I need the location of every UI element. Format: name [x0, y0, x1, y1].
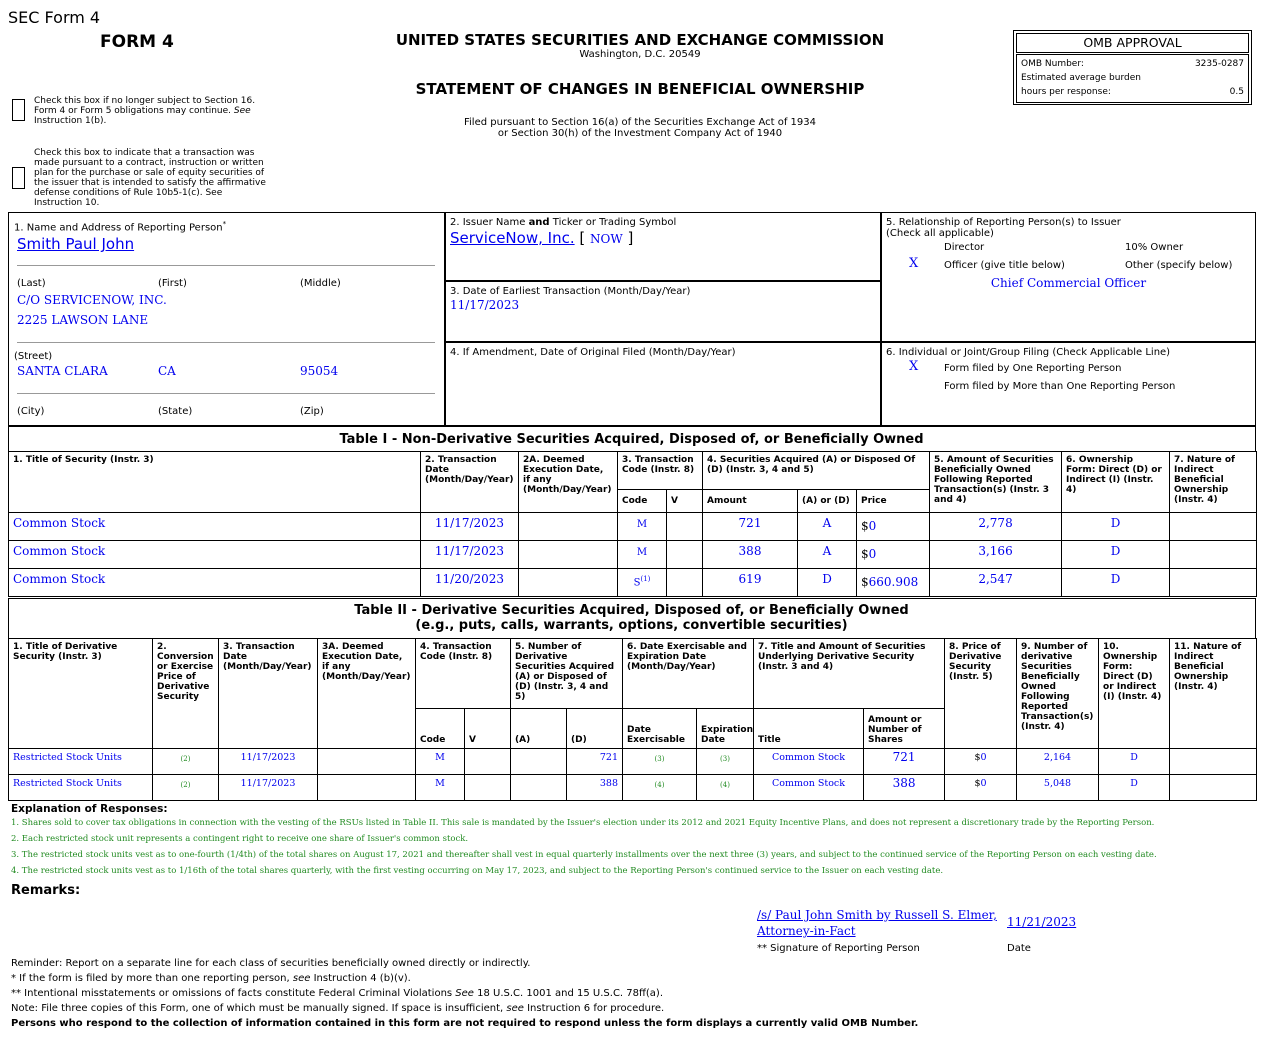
rule10b5-line: the issuer that is intended to satisfy the affirmative — [34, 178, 266, 188]
footnote-ref[interactable]: (1) — [640, 575, 651, 583]
amendment-box — [444, 341, 882, 426]
table-row — [9, 749, 1257, 775]
date-label: Date — [1007, 943, 1031, 954]
disposed-cell: 721 — [567, 749, 623, 775]
footer-line-4a: Note: File three copies of this Form, one of which must be manually signed. If space is insufficient, — [11, 1003, 507, 1014]
transaction-date: 11/17/2023 — [219, 775, 318, 801]
acquired-disposed: A — [798, 513, 857, 541]
ownership-form: D — [1062, 569, 1170, 597]
v-cell — [465, 749, 511, 775]
bracket-close: ] — [627, 229, 634, 247]
issuer-line — [450, 229, 633, 247]
t2-sub-code: Code — [416, 709, 465, 749]
t1-sub-code: Code — [618, 490, 667, 513]
underlying-title: Common Stock — [754, 749, 864, 775]
deemed-date — [519, 513, 618, 541]
transaction-date: 11/17/2023 — [219, 749, 318, 775]
date-exercisable-footnote[interactable]: (3) — [623, 749, 697, 775]
security-title: Common Stock — [9, 513, 421, 541]
relationship-box — [880, 212, 1256, 343]
section16-line-2 — [34, 106, 274, 116]
t2-sub-exercisable: Date Exercisable — [623, 709, 697, 749]
ownership-form: D — [1099, 775, 1170, 801]
explanation-note-3: 3. The restricted stock units vest as to one-fourth (1/4th) of the total shares on August 17, 2021 and thereafter shall vest in equal quarterly installments over the next three (3) years, and subject to the continued service of the Reporting Person on each vesting date. — [11, 850, 1157, 860]
conversion-price-footnote[interactable]: (2) — [153, 775, 219, 801]
disposed-cell: 388 — [567, 775, 623, 801]
table1-title-box — [8, 426, 1256, 452]
nature-of-ownership — [1170, 541, 1257, 569]
code-value: M — [636, 519, 648, 530]
omb-burden-value: 0.5 — [1229, 87, 1244, 97]
ownership-form: D — [1062, 541, 1170, 569]
earliest-transaction-date: 11/17/2023 — [450, 298, 520, 312]
other-label: Other (specify below) — [1125, 260, 1233, 271]
remarks-title: Remarks: — [11, 883, 81, 898]
explanation-note-4: 4. The restricted stock units vest as to 1/16th of the total shares quarterly, with the first vesting occurring on May 17, 2023, and subject to the Reporting Person's continued service to the Issuer on each vesting date. — [11, 866, 944, 876]
rule10b5-line: Instruction 10. — [34, 198, 100, 208]
footer-line-3a: ** Intentional misstatements or omissions of facts constitute Federal Criminal Violations — [11, 988, 456, 999]
footer-line-2a: * If the form is filed by more than one reporting person, — [11, 973, 293, 984]
officer-title: Chief Commercial Officer — [990, 276, 1147, 290]
box2-label-and: and — [528, 217, 550, 228]
v-cell — [667, 541, 703, 569]
filing-option-one: Form filed by One Reporting Person — [944, 363, 1122, 374]
signature-label: ** Signature of Reporting Person — [757, 943, 920, 954]
t1-sub-amount: Amount — [703, 490, 798, 513]
footer-line-3b: 18 U.S.C. 1001 and 15 U.S.C. 78ff(a). — [473, 988, 664, 999]
t2-h3a: 3A. Deemed Execution Date, if any (Month/Day/Year) — [318, 639, 416, 749]
ownership-form: D — [1062, 513, 1170, 541]
box3-label: 3. Date of Earliest Transaction (Month/Day/Year) — [450, 286, 691, 297]
table1-non-derivative — [8, 451, 1257, 597]
price-value: 0 — [868, 547, 877, 561]
box1-asterisk: * — [222, 220, 227, 228]
price — [857, 569, 930, 597]
officer-check-mark: X — [909, 256, 919, 271]
acquired-cell — [511, 749, 567, 775]
issuer-box — [444, 212, 882, 282]
t1-sub-v: V — [667, 490, 703, 513]
omb-details — [1016, 54, 1249, 103]
ownership-form: D — [1099, 749, 1170, 775]
amount-owned: 3,166 — [930, 541, 1062, 569]
city-value: SANTA CLARA — [17, 364, 108, 378]
rule10b5-line: Check this box to indicate that a transaction was — [34, 148, 255, 158]
address-line-1: C/O SERVICENOW, INC. — [17, 293, 167, 307]
t1-h4: 4. Securities Acquired (A) or Disposed Of (D) (Instr. 3, 4 and 5) — [703, 452, 930, 490]
divider — [17, 342, 435, 343]
ten-pct-owner-label: 10% Owner — [1125, 242, 1184, 253]
derivative-price — [945, 775, 1017, 801]
state-value: CA — [158, 364, 176, 378]
derivative-price — [945, 749, 1017, 775]
explanation-note-1: 1. Shares sold to cover tax obligations in connection with the vesting of the RSUs listed in Table II. This sale is mandated by the Issuer's election under its 2012 and 2021 Equity Incentive Plans, and does not represent a discretionary trade by the Reporting Person. — [11, 818, 1155, 828]
price-value: 0 — [980, 752, 987, 763]
t2-h11: 11. Nature of Indirect Beneficial Ownership (Instr. 4) — [1170, 639, 1257, 749]
box6-label: 6. Individual or Joint/Group Filing (Check Applicable Line) — [886, 347, 1171, 358]
t2-h9: 9. Number of derivative Securities Beneficially Owned Following Reported Transaction(s) (Instr. 4) — [1017, 639, 1099, 749]
agency-location: Washington, D.C. 20549 — [579, 49, 701, 60]
divider — [17, 393, 435, 394]
table2-derivative — [8, 638, 1257, 801]
box5-label-2: (Check all applicable) — [886, 228, 994, 239]
filed-pursuant-2: or Section 30(h) of the Investment Company Act of 1940 — [497, 128, 783, 139]
footer-line-2b: Instruction 4 (b)(v). — [310, 973, 411, 984]
price-value: 0 — [980, 778, 987, 789]
omb-number-value: 3235-0287 — [1194, 59, 1244, 69]
table-row — [9, 775, 1257, 801]
rule10b5-checkbox[interactable] — [12, 167, 25, 189]
t2-sub-d: (D) — [567, 709, 623, 749]
amount-owned: 2,547 — [930, 569, 1062, 597]
zip-label: (Zip) — [300, 406, 324, 417]
v-cell — [667, 569, 703, 597]
officer-label: Officer (give title below) — [944, 260, 1065, 271]
signature-date[interactable]: 11/21/2023 — [1007, 915, 1077, 929]
nature-of-ownership — [1170, 513, 1257, 541]
amount: 721 — [703, 513, 798, 541]
v-cell — [667, 513, 703, 541]
section16-line-3: Instruction 1(b). — [34, 116, 107, 126]
t2-sub-a: (A) — [511, 709, 567, 749]
date-exercisable-footnote[interactable]: (4) — [623, 775, 697, 801]
t2-h4: 4. Transaction Code (Instr. 8) — [416, 639, 511, 709]
earliest-transaction-box — [444, 280, 882, 343]
security-title: Common Stock — [9, 569, 421, 597]
filing-check-mark: X — [909, 359, 919, 374]
reporting-person-box — [8, 212, 446, 426]
footer-line-2-see: see — [292, 973, 311, 984]
nature-of-ownership — [1170, 569, 1257, 597]
transaction-code — [618, 513, 667, 541]
underlying-title: Common Stock — [754, 775, 864, 801]
reporting-person-name-link[interactable]: Smith Paul John — [17, 235, 135, 253]
price — [857, 541, 930, 569]
t2-sub-v: V — [465, 709, 511, 749]
table-row — [9, 541, 1257, 569]
transaction-date: 11/20/2023 — [421, 569, 519, 597]
t2-sub-amount: Amount or Number of Shares — [864, 709, 945, 749]
omb-burden-label-1: Estimated average burden — [1021, 73, 1141, 83]
table-row — [9, 569, 1257, 597]
footer-reminder: Reminder: Report on a separate line for each class of securities beneficially owned directly or indirectly. — [11, 958, 531, 969]
deemed-date — [318, 749, 416, 775]
price-value: 660.908 — [868, 575, 919, 589]
t1-h1: 1. Title of Security (Instr. 3) — [9, 452, 421, 513]
t2-h3: 3. Transaction Date (Month/Day/Year) — [219, 639, 318, 749]
v-cell — [465, 775, 511, 801]
price-symbol: $ — [861, 519, 869, 533]
footer-line-2 — [11, 973, 411, 984]
price-symbol: $ — [861, 575, 869, 589]
table2-title-1: Table II - Derivative Securities Acquired, Disposed of, or Beneficially Owned — [354, 603, 909, 618]
explanation-title: Explanation of Responses: — [11, 803, 168, 815]
box2-label-b: Ticker or Trading Symbol — [549, 217, 677, 228]
amount: 619 — [703, 569, 798, 597]
issuer-name-link[interactable]: ServiceNow, Inc. — [450, 229, 575, 247]
t1-h7: 7. Nature of Indirect Beneficial Ownership (Instr. 4) — [1170, 452, 1257, 513]
nature-of-ownership — [1170, 775, 1257, 801]
rule10b5-line: plan for the purchase or sale of equity securities of — [34, 168, 265, 178]
acquired-disposed: D — [798, 569, 857, 597]
footer-line-4b: Instruction 6 for procedure. — [523, 1003, 665, 1014]
t1-h6: 6. Ownership Form: Direct (D) or Indirect (I) (Instr. 4) — [1062, 452, 1170, 513]
signature-line-2[interactable]: Attorney-in-Fact — [757, 924, 856, 938]
transaction-code — [618, 541, 667, 569]
filing-option-multiple: Form filed by More than One Reporting Person — [944, 381, 1176, 392]
transaction-date: 11/17/2023 — [421, 513, 519, 541]
rule10b5-line: made pursuant to a contract, instruction or written — [34, 158, 264, 168]
price-value: 0 — [868, 519, 877, 533]
form-name: FORM 4 — [100, 32, 174, 52]
first-label: (First) — [158, 278, 187, 289]
derivative-title: Restricted Stock Units — [9, 749, 153, 775]
t2-h2: 2. Conversion or Exercise Price of Derivative Security — [153, 639, 219, 749]
statement-title: STATEMENT OF CHANGES IN BENEFICIAL OWNERSHIP — [415, 80, 865, 98]
t2-h6: 6. Date Exercisable and Expiration Date (Month/Day/Year) — [623, 639, 754, 709]
deemed-date — [519, 541, 618, 569]
underlying-amount: 721 — [864, 749, 945, 775]
section16-checkbox[interactable] — [12, 99, 25, 121]
t2-h5: 5. Number of Derivative Securities Acquired (A) or Disposed of (D) (Instr. 3, 4 and 5) — [511, 639, 623, 709]
section16-text — [34, 96, 274, 126]
agency-name: UNITED STATES SECURITIES AND EXCHANGE COMMISSION — [395, 31, 885, 49]
amount: 388 — [703, 541, 798, 569]
box1-label — [14, 220, 226, 233]
browser-title: SEC Form 4 — [8, 8, 101, 27]
transaction-code — [618, 569, 667, 597]
transaction-code: M — [416, 749, 465, 775]
derivatives-owned: 5,048 — [1017, 775, 1099, 801]
zip-value: 95054 — [300, 364, 339, 378]
state-label: (State) — [158, 406, 193, 417]
rule10b5-text — [34, 148, 274, 208]
amount-owned: 2,778 — [930, 513, 1062, 541]
box2-label-a: 2. Issuer Name — [450, 217, 529, 228]
price — [857, 513, 930, 541]
conversion-price-footnote[interactable]: (2) — [153, 749, 219, 775]
code-value: M — [636, 547, 648, 558]
last-label: (Last) — [17, 278, 46, 289]
underlying-amount: 388 — [864, 775, 945, 801]
t2-h8: 8. Price of Derivative Security (Instr. 5) — [945, 639, 1017, 749]
t2-sub-expiration: Expiration Date — [697, 709, 754, 749]
t1-sub-price: Price — [857, 490, 930, 513]
expiration-date-footnote[interactable]: (3) — [697, 749, 754, 775]
t1-sub-ad: (A) or (D) — [798, 490, 857, 513]
filed-pursuant-1: Filed pursuant to Section 16(a) of the Securities Exchange Act of 1934 — [464, 117, 816, 128]
middle-label: (Middle) — [300, 278, 341, 289]
t2-h1: 1. Title of Derivative Security (Instr. 3) — [9, 639, 153, 749]
city-label: (City) — [17, 406, 45, 417]
transaction-date: 11/17/2023 — [421, 541, 519, 569]
footer-line-3-see: See — [455, 988, 474, 999]
footer-line-4-see: see — [506, 1003, 524, 1014]
table1-title: Table I - Non-Derivative Securities Acquired, Disposed of, or Beneficially Owned — [339, 432, 924, 447]
t1-h3: 3. Transaction Code (Instr. 8) — [618, 452, 703, 490]
t1-h2: 2. Transaction Date (Month/Day/Year) — [421, 452, 519, 513]
signature-block — [757, 907, 997, 939]
table-row — [9, 513, 1257, 541]
omb-title: OMB APPROVAL — [1016, 33, 1249, 53]
t2-h7: 7. Title and Amount of Securities Underlying Derivative Security (Instr. 3 and 4) — [754, 639, 945, 709]
omb-burden-label-2: hours per response: — [1021, 87, 1111, 97]
address-line-2: 2225 LAWSON LANE — [17, 313, 149, 327]
deemed-date — [519, 569, 618, 597]
box5-label-1: 5. Relationship of Reporting Person(s) to Issuer — [886, 217, 1121, 228]
divider — [17, 265, 435, 266]
price-symbol: $ — [974, 752, 981, 763]
price-symbol: $ — [861, 547, 869, 561]
explanation-note-2: 2. Each restricted stock unit represents a contingent right to receive one share of Issuer's common stock. — [11, 834, 469, 844]
t1-h5: 5. Amount of Securities Beneficially Owned Following Reported Transaction(s) (Instr. 3 and 4) — [930, 452, 1062, 513]
filing-type-box — [880, 341, 1256, 426]
ticker-symbol: NOW — [590, 232, 623, 246]
code-value: S — [633, 577, 641, 589]
deemed-date — [318, 775, 416, 801]
signature-line-1[interactable]: /s/ Paul John Smith by Russell S. Elmer, — [757, 908, 997, 922]
omb-approval-box — [1013, 30, 1252, 105]
table2-title-2: (e.g., puts, calls, warrants, options, convertible securities) — [415, 618, 848, 633]
bracket-open: [ — [579, 229, 586, 247]
derivative-title: Restricted Stock Units — [9, 775, 153, 801]
acquired-cell — [511, 775, 567, 801]
nature-of-ownership — [1170, 749, 1257, 775]
security-title: Common Stock — [9, 541, 421, 569]
omb-number-label: OMB Number: — [1021, 59, 1084, 69]
director-label: Director — [944, 242, 985, 253]
box2-label — [450, 217, 676, 228]
price-symbol: $ — [974, 778, 981, 789]
footer-line-3 — [11, 988, 663, 999]
table2-title-box — [8, 598, 1256, 639]
section16-see: See — [233, 106, 251, 116]
t2-sub-title: Title — [754, 709, 864, 749]
footer-omb-notice: Persons who respond to the collection of information contained in this form are not required to respond unless the form displays a currently valid OMB Number. — [11, 1018, 919, 1029]
acquired-disposed: A — [798, 541, 857, 569]
footer-line-4 — [11, 1003, 664, 1014]
section16-line-1: Check this box if no longer subject to Section 16. — [34, 96, 256, 106]
expiration-date-footnote[interactable]: (4) — [697, 775, 754, 801]
transaction-code: M — [416, 775, 465, 801]
t2-h10: 10. Ownership Form: Direct (D) or Indirect (I) (Instr. 4) — [1099, 639, 1170, 749]
box1-label-text: 1. Name and Address of Reporting Person — [14, 222, 223, 234]
box4-label: 4. If Amendment, Date of Original Filed (Month/Day/Year) — [450, 347, 736, 358]
t1-h2a: 2A. Deemed Execution Date, if any (Month/Day/Year) — [519, 452, 618, 513]
rule10b5-line: defense conditions of Rule 10b5-1(c). See — [34, 188, 223, 198]
derivatives-owned: 2,164 — [1017, 749, 1099, 775]
section16-line-2a: Form 4 or Form 5 obligations may continue. — [34, 106, 234, 116]
street-label: (Street) — [14, 351, 53, 362]
